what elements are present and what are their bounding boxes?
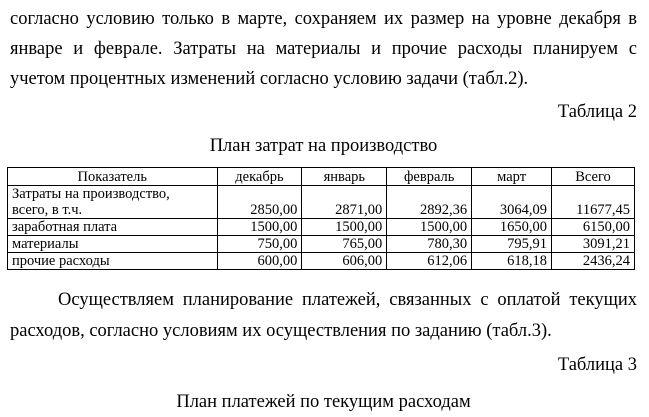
cell-value: 1500,00 xyxy=(387,219,472,236)
paragraph2-line1: Осуществляем планирование платежей, связанных с оплатой текущих xyxy=(58,290,637,310)
cell-value: 606,00 xyxy=(302,253,387,270)
header-january: январь xyxy=(302,168,387,186)
header-indicator: Показатель xyxy=(8,168,218,186)
cell-value: 3064,09 xyxy=(472,186,552,219)
cell-value: 765,00 xyxy=(302,236,387,253)
cell-value: 612,06 xyxy=(387,253,472,270)
cell-value: 2436,24 xyxy=(552,253,635,270)
row-label: прочие расходы xyxy=(8,253,218,270)
cell-value: 2871,00 xyxy=(302,186,387,219)
header-february: февраль xyxy=(387,168,472,186)
row-label-line: всего, в т.ч. xyxy=(12,202,83,218)
cell-value: 2850,00 xyxy=(217,186,302,219)
table2-title: План затрат на производство xyxy=(209,136,438,156)
paragraph1-line1: согласно условию только в марте, сохраняем их размер на уровне декабря в xyxy=(10,9,637,29)
cell-value: 795,91 xyxy=(472,236,552,253)
cell-value: 3091,21 xyxy=(552,236,635,253)
header-total: Всего xyxy=(552,168,635,186)
paragraph1-line3: учетом процентных изменений согласно условию задачи (табл.2). xyxy=(10,69,529,89)
cell-value: 600,00 xyxy=(217,253,302,270)
table-row xyxy=(8,219,635,236)
cell-value: 1500,00 xyxy=(217,219,302,236)
paragraph2-line2: расходов, согласно условиям их осуществления по заданию (табл.3). xyxy=(10,321,552,341)
table-header-row xyxy=(8,168,635,186)
row-label: материалы xyxy=(8,236,218,253)
table-row xyxy=(8,186,635,219)
row-label: заработная плата xyxy=(8,219,218,236)
table3-caption: Таблица 3 xyxy=(557,355,637,375)
row-label-line: Затраты на производство, xyxy=(12,186,170,202)
cell-value: 750,00 xyxy=(217,236,302,253)
row-label xyxy=(8,186,218,219)
paragraph1-line2: январе и феврале. Затраты на материалы и прочие расходы планируем с xyxy=(10,39,637,59)
table-row xyxy=(8,236,635,253)
cell-value: 618,18 xyxy=(472,253,552,270)
production-cost-table xyxy=(7,167,635,270)
cell-value: 780,30 xyxy=(387,236,472,253)
cell-value: 11677,45 xyxy=(552,186,635,219)
header-december: декабрь xyxy=(217,168,302,186)
cell-value: 2892,36 xyxy=(387,186,472,219)
cell-value: 1500,00 xyxy=(302,219,387,236)
table-row xyxy=(8,253,635,270)
table3-title: План платежей по текущим расходам xyxy=(176,392,471,412)
header-march: март xyxy=(472,168,552,186)
cell-value: 6150,00 xyxy=(552,219,635,236)
table2-caption: Таблица 2 xyxy=(557,102,637,122)
cell-value: 1650,00 xyxy=(472,219,552,236)
